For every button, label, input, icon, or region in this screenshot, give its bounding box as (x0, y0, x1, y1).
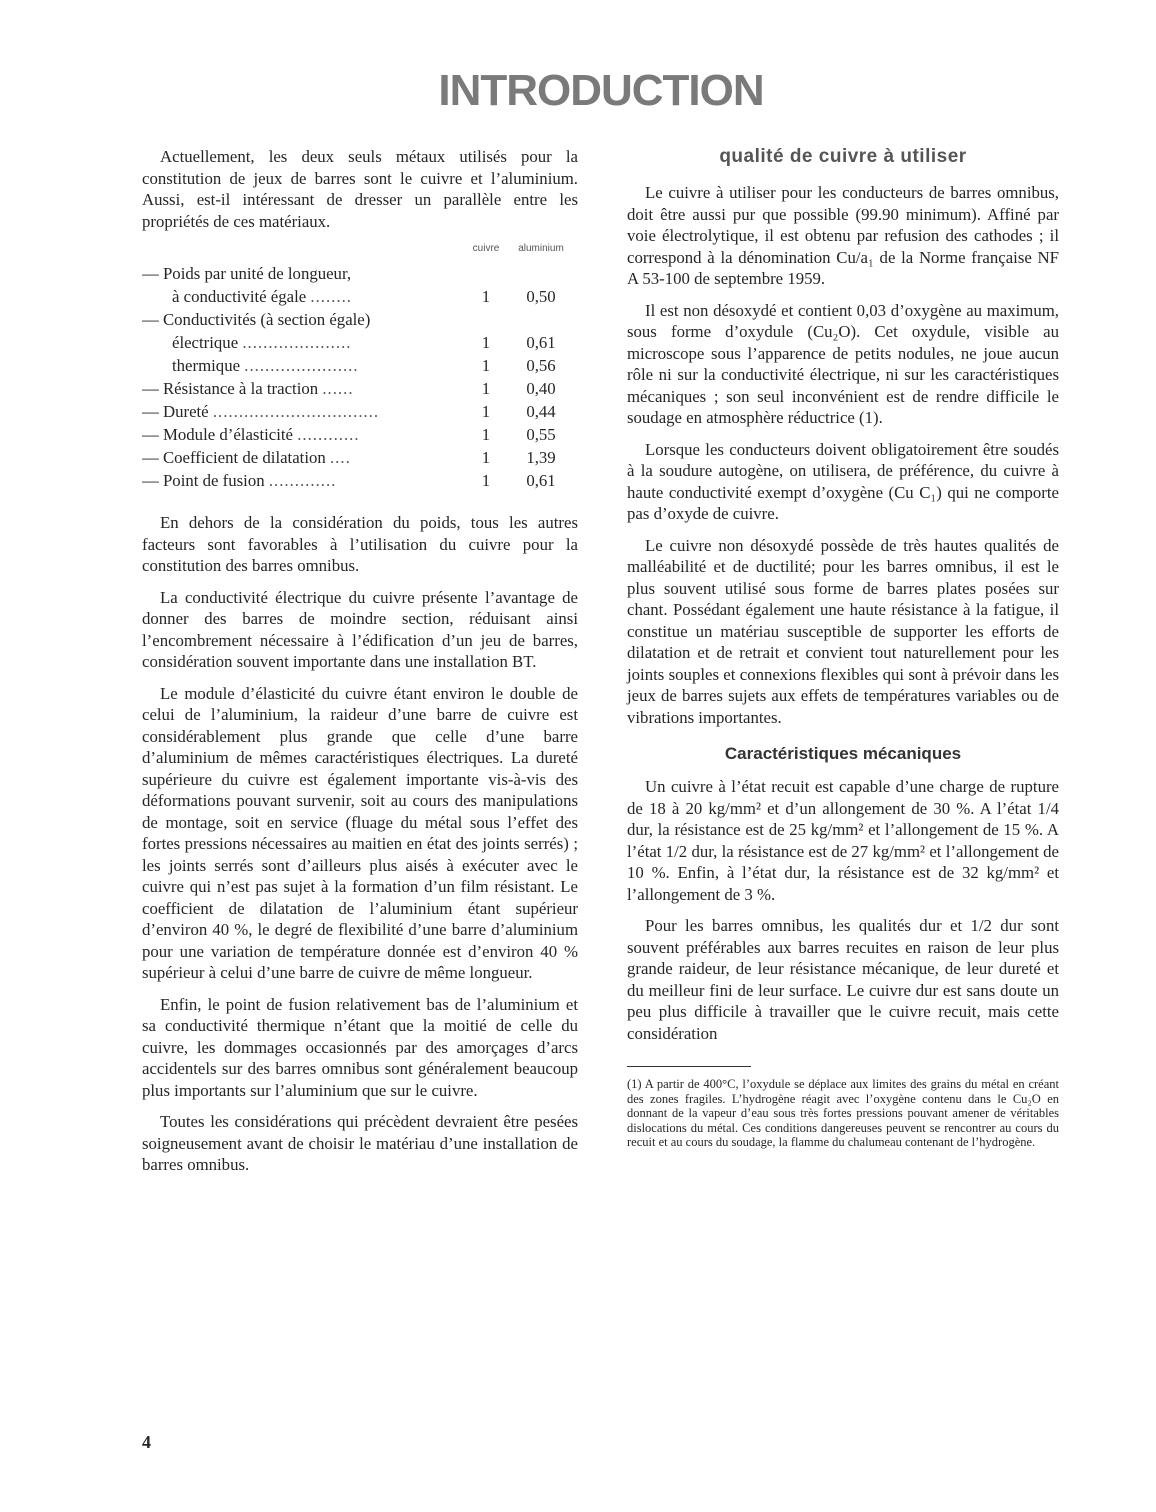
value-cuivre: 1 (481, 425, 491, 444)
property-name: — Résistance à la traction (142, 379, 319, 398)
value-cuivre: 1 (481, 333, 491, 352)
left-column (142, 146, 578, 1186)
property-label (142, 377, 468, 400)
value-aluminium (504, 308, 578, 331)
properties-table (142, 242, 578, 492)
table-row (142, 469, 578, 492)
header-cuivre: cuivre (472, 243, 500, 254)
value-cuivre (468, 308, 504, 331)
property-name: — Point de fusion (142, 471, 265, 490)
right-column (627, 146, 1059, 1150)
value-aluminium: 0,61 (526, 471, 556, 490)
paragraph: Le cuivre à utiliser pour les conducteurs de barres omnibus, doit être aussi pur que possible (99.90 minimum). Affiné par voie électrolytique, il est obtenu par refusion des cathodes ; il correspond à la dénomination Cu/a₁ de la Norme française NF A 53-100 de septembre 1959. (627, 183, 1059, 288)
table-body (142, 262, 578, 492)
property-label (142, 354, 468, 377)
value-aluminium (504, 262, 578, 285)
value-cuivre: 1 (481, 402, 491, 421)
value-cuivre: 1 (481, 287, 491, 306)
value-cuivre: 1 (481, 379, 491, 398)
property-name: — Conductivités (à section égale) (142, 310, 371, 329)
table-row (142, 354, 578, 377)
table-row (142, 285, 578, 308)
value-aluminium: 0,55 (526, 425, 556, 444)
value-aluminium: 0,56 (526, 356, 556, 375)
leader-dots: ............. (268, 471, 337, 490)
value-aluminium: 0,40 (526, 379, 556, 398)
intro-paragraph: Actuellement, les deux seuls métaux utilisés pour la constitution de jeux de barres sont le cuivre et l’aluminium. Aussi, est-il intéressant de dresser un parallèle entre les propriétés de ces matériaux. (142, 147, 578, 231)
property-name: — Poids par unité de longueur, (142, 264, 352, 283)
value-aluminium: 0,61 (526, 333, 556, 352)
footnote-divider (627, 1066, 751, 1067)
header-spacer (142, 242, 468, 262)
paragraph: Un cuivre à l’état recuit est capable d’une charge de rupture de 18 à 20 kg/mm² et d’un allongement de 30 %. A l’état 1/4 dur, la résistance est de 25 kg/mm² et l’allongement de 15 %. A l’état 1/2 dur, la résistance est de 27 kg/mm² et l’allongement de 10 %. Enfin, à l’état dur, la résistance est de 32 kg/mm² et l’allongement de 3 %. (627, 777, 1059, 904)
leader-dots: ..................... (242, 333, 352, 352)
value-aluminium: 1,39 (526, 448, 556, 467)
footnote: (1) A partir de 400°C, l’oxydule se déplace aux limites des grains du métal en créant des zones fragiles. L’hydrogène réagit avec l’oxygène contenu dans le Cu₂O en donnant de la vapeur d’eau sous très fortes pressions pouvant amener de véritables dislocations du métal. Ces conditions dangereuses peuvent se rencontrer au cours du recuit et au cours du soudage, la flamme du chalumeau contenant de l’hydrogène. (627, 1077, 1059, 1149)
leader-dots: ...................... (244, 356, 359, 375)
property-name: thermique (172, 356, 241, 375)
property-label (142, 262, 468, 285)
paragraph: Le cuivre non désoxydé possède de très hautes qualités de malléabilité et de ductilité; pour les barres omnibus, il est le plus souvent utilisé sous forme de barres plates posées sur chant. Possédant également une haute résistance à la fatigue, il constitue un matériau susceptible de supporter les efforts de dilatation et de retrait et convient tout naturellement pour les joints souples et connexions flexibles qui sont à prévoir dans les jeux de barres sujets aux effets de températures variables ou de vibrations importantes. (627, 535, 1059, 727)
paragraph: Lorsque les conducteurs doivent obligatoirement être soudés à la soudure autogène, on utilisera, de préférence, du cuivre à haute conductivité exempt d’oxygène (Cu C₁) qui ne comporte pas d’oxyde de cuivre. (627, 439, 1059, 523)
value-cuivre: 1 (481, 356, 491, 375)
table-header-row (142, 242, 578, 262)
paragraph: Il est non désoxydé et contient 0,03 d’oxygène au maximum, sous forme d’oxydule (Cu₂O). Cet oxydule, visible au microscope sous l’apparence de petits nodules, ne joue aucun rôle ni sur la conductivité électrique, ni sur les caractéristiques mécaniques ; son seul inconvénient est de rendre difficile le soudage en atmosphère réductrice (1). (627, 300, 1059, 427)
table-row (142, 262, 578, 285)
paragraph: La conductivité électrique du cuivre présente l’avantage de donner des barres de moindre section, réduisant ainsi l’encombrement nécessaire à l’édification d’un jeu de barres, considération souvent importante dans une installation BT. (142, 587, 578, 671)
leader-dots: ............ (297, 425, 360, 444)
property-label (142, 285, 468, 308)
leader-dots: ................................ (212, 402, 380, 421)
table-row (142, 308, 578, 331)
property-name: — Dureté (142, 402, 209, 421)
table-row (142, 331, 578, 354)
property-name: — Coefficient de dilatation (142, 448, 326, 467)
property-label (142, 400, 468, 423)
leader-dots: .... (329, 448, 351, 467)
paragraph: Toutes les considérations qui précèdent devraient être pesées soigneusement avant de choisir le matériau d’une installation de barres omnibus. (142, 1112, 578, 1174)
leader-dots: ........ (310, 287, 352, 306)
property-label (142, 446, 468, 469)
section-heading-mechanical: Caractéristiques mécaniques (724, 744, 962, 763)
property-label (142, 308, 468, 331)
paragraph: Pour les barres omnibus, les qualités dur et 1/2 dur sont souvent préférables aux barres recuites en raison de leur plus grande raideur, de leur résistance mécanique, de leur dureté et du meilleur fini de leur surface. Le cuivre dur est sans doute un peu plus difficile à travailler que le cuivre recuit, mais cette considération (627, 916, 1059, 1043)
value-cuivre (468, 262, 504, 285)
paragraph: En dehors de la considération du poids, tous les autres facteurs sont favorables à l’utilisation du cuivre pour la constitution des barres omnibus. (142, 513, 578, 575)
paragraph: Enfin, le point de fusion relativement bas de l’aluminium et sa conductivité thermique n’étant que la moitié de celle du cuivre, les dommages occasionnés par des amorçages d’arcs accidentels sur des barres omnibus sont généralement beaucoup plus importants sur l’aluminium que sur le cuivre. (142, 994, 578, 1100)
property-label (142, 469, 468, 492)
table-row (142, 423, 578, 446)
table-row (142, 377, 578, 400)
page-title: INTRODUCTION (438, 66, 764, 115)
value-aluminium: 0,50 (526, 287, 556, 306)
leader-dots: ...... (322, 379, 354, 398)
property-label (142, 423, 468, 446)
property-name: — Module d’élasticité (142, 425, 293, 444)
table-row (142, 400, 578, 423)
value-cuivre: 1 (481, 471, 491, 490)
page-number: 4 (142, 1432, 151, 1452)
paragraph: Le module d’élasticité du cuivre étant environ le double de celui de l’aluminium, la raideur d’une barre de cuivre est considérablement plus grande que celle d’une barre d’aluminium de mêmes caractéristiques électriques. La dureté supérieure du cuivre est également importante vis-à-vis des déformations pouvant survenir, soit au cours des manipulations de montage, soit en service (fluage du métal sous l’effet des fortes pressions nécessaires au maitien en état des joints serrés) ; les joints serrés sont d’ailleurs plus aisés à exécuter avec le cuivre qui n’est pas sujet à la formation d’un film résistant. Le coefficient de dilatation de l’aluminium étant supérieur d’environ 40 %, le degré de flexibilité d’une barre d’aluminium pour une variation de température donnée est d’environ 40 % supérieur à celui d’une barre de cuivre de même longueur. (142, 683, 578, 982)
value-aluminium: 0,44 (526, 402, 556, 421)
property-label (142, 331, 468, 354)
section-heading-copper-quality: qualité de cuivre à utiliser (719, 146, 967, 167)
table-row (142, 446, 578, 469)
property-name: à conductivité égale (172, 287, 307, 306)
property-name: électrique (172, 333, 239, 352)
value-cuivre: 1 (481, 448, 491, 467)
header-aluminium: aluminium (518, 243, 564, 254)
